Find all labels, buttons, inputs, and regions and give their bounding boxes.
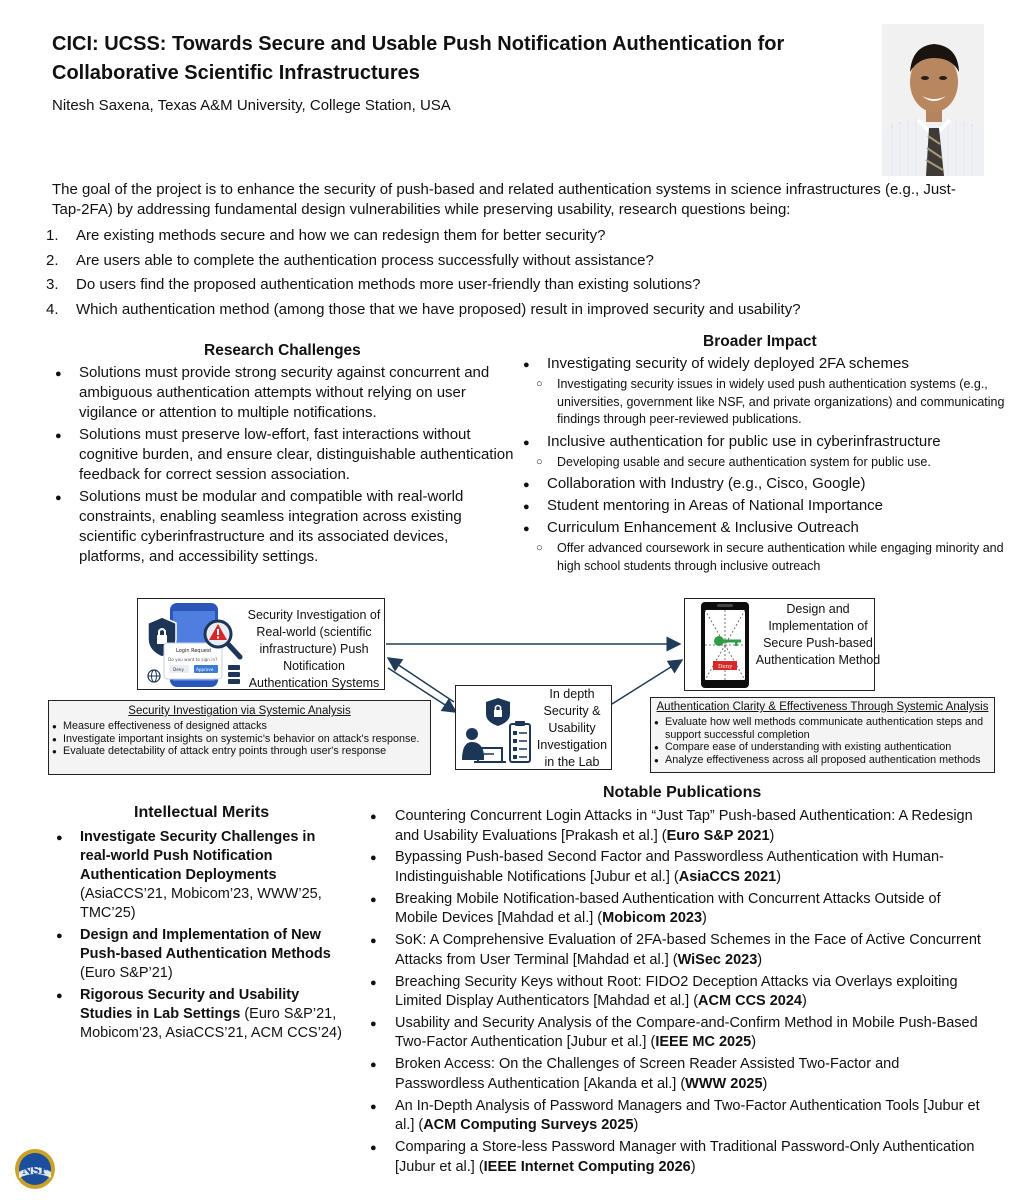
list-item: ● Analyze effectiveness across all proposed authentication methods [651,754,990,767]
question-item: 4. Which authentication method (among those that we have proposed) result in improved security and usability? [46,300,801,318]
list-item: ● Evaluate detectability of attack entry points through user's response [49,745,430,758]
list-item: ● Rigorous Security and Usability Studies in Lab Settings (Euro S&P’21, Mobicom’23, AsiaCCS’21, ACM CCS’24) [52,986,342,1043]
publication-item: ● Breaching Security Keys without Root: FIDO2 Deception Attacks via Overlays exploiting Limited Display Authenticators [Mahdad et al.] (ACM CCS 2024) [370,973,985,1014]
diagram-box-lab [455,685,612,770]
panel-heading: Security Investigation via Systemic Analysis [128,705,351,717]
list-item: ● Solutions must preserve low-effort, fast interactions without cognitive burden, and ensure clear, distinguishable authentication feedback for correct session association. [52,425,514,485]
list-item: ● Student mentoring in Areas of National Importance [520,496,1010,516]
list-item: ● Compare ease of understanding with existing authentication [651,741,990,754]
svg-text:Login Request: Login Request [176,648,212,654]
list-item: ● Investigate Security Challenges in real-world Push Notification Authentication Deployments (AsiaCCS’21, Mobicom’23, WWW’25, TMC’25) [52,828,342,923]
publications-heading: Notable Publications [603,784,762,801]
publications-list [370,807,985,1180]
list-item: ● Evaluate how well methods communicate authentication steps and support successful completion [651,716,990,741]
panel-authentication-clarity [650,697,995,773]
publication-item: ● Comparing a Store-less Password Manager with Traditional Password-Only Authentication [Jubur et al.] (IEEE Internet Computing 2026) [370,1138,985,1179]
list-item: ● Collaboration with Industry (e.g., Cisco, Google) [520,474,1010,494]
publication-item: ● SoK: A Comprehensive Evaluation of 2FA-based Schemes in the Face of Active Concurrent Attacks from User Terminal [Mahdad et al.] (WiSec 2023) [370,931,985,972]
lab-user-icon [458,694,534,766]
panel-security-investigation [48,700,431,775]
diagram-box-design [684,598,881,691]
box-label: In depth Security & Usability Investigation in the Lab [536,687,608,769]
svg-text:Deny: Deny [718,664,733,670]
sub-item: ○ Investigating security issues in widely used push authentication systems (e.g., universities, government like NSF, and private organizations) and communicating findings through peer-reviewed publications. [520,376,1010,429]
publication-item: ● Breaking Mobile Notification-based Authentication with Concurrent Attacks Outside of Mobile Devices [Mahdad et al.] (Mobicom 2023) [370,890,985,931]
push-notification-phone-icon [142,601,248,689]
intellectual-merits-list [52,828,342,1046]
list-item: ● Curriculum Enhancement & Inclusive Outreach [520,518,1010,538]
sub-item: ○ Offer advanced coursework in secure authentication while engaging minority and high school students through inclusive outreach [520,540,1010,575]
sub-item: ○ Developing usable and secure authentication system for public use. [520,454,1010,472]
author-line: Nitesh Saxena, Texas A&M University, College Station, USA [52,97,451,114]
question-item: 2. Are users able to complete the authentication process successfully without assistance? [46,251,654,269]
nsf-logo [14,1148,56,1190]
publication-item: ● Countering Concurrent Login Attacks in “Just Tap” Push-based Authentication: A Redesign and Usability Evaluations [Prakash et al.] (Euro S&P 2021) [370,807,985,848]
intellectual-merits-heading: Intellectual Merits [134,804,270,821]
box-label: Security Investigation of Real-world (scientific infrastructure) Push Notification Authentication Systems [247,608,381,690]
panel-heading: Authentication Clarity & Effectiveness Through Systemic Analysis [656,701,989,713]
secure-phone-icon [699,601,751,689]
svg-text:Do you want to sign in?: Do you want to sign in? [168,657,218,662]
svg-text:Deny: Deny [173,667,184,672]
publication-item: ● Bypassing Push-based Second Factor and Passwordless Authentication with Human-Indistinguishable Notifications [Jubur et al.] (AsiaCCS 2021) [370,848,985,889]
svg-text:Approve: Approve [196,667,214,672]
question-item: 1. Are existing methods secure and how we can redesign them for better security? [46,227,606,244]
box-label: Design and Implementation of Secure Push-based Authentication Method [755,602,881,667]
list-item: ● Solutions must provide strong security against concurrent and ambiguous authentication attempts without relying on user vigilance or attention to multiple notifications. [52,363,514,423]
list-item: ● Measure effectiveness of designed attacks [49,720,430,733]
list-item: ● Investigate important insights on systemic's behavior on attack's response. [49,733,430,746]
list-item: ● Investigating security of widely deployed 2FA schemes [520,354,1010,374]
publication-item: ● Broken Access: On the Challenges of Screen Reader Assisted Two-Factor and Passwordless Authentication [Akanda et al.] (WWW 2025) [370,1055,985,1096]
project-goal: The goal of the project is to enhance the security of push-based and related authentication systems in science infrastructures (e.g., Just-Tap-2FA) by addressing fundamental design vulnerabilities while preserving usability, research questions being: [52,181,956,218]
list-item: ● Inclusive authentication for public use in cyberinfrastructure [520,432,1010,452]
question-item: 3. Do users find the proposed authentication methods more user-friendly than existing solutions? [46,276,701,293]
broader-impact-heading: Broader Impact [703,333,817,350]
svg-text:NSF: NSF [22,1164,48,1177]
publication-item: ● An In-Depth Analysis of Password Managers and Two-Factor Authentication Tools [Jubur et al.] (ACM Computing Surveys 2025) [370,1097,985,1138]
publication-item: ● Usability and Security Analysis of the Compare-and-Confirm Method in Mobile Push-Based Two-Factor Authentication [Jubur et al.] (IEEE MC 2025) [370,1014,985,1055]
research-challenges-heading: Research Challenges [204,342,361,359]
list-item: ● Solutions must be modular and compatible with real-world constraints, enabling seamless integration across existing scientific cyberinfrastructure and its associated devices, platforms, and accessibility settings. [52,487,514,567]
diagram-box-real-world [137,598,385,690]
list-item: ● Design and Implementation of New Push-based Authentication Methods (Euro S&P’21) [52,926,342,983]
poster-title: CICI: UCSS: Towards Secure and Usable Push Notification Authentication for Collaborative Scientific Infrastructures [52,33,785,84]
